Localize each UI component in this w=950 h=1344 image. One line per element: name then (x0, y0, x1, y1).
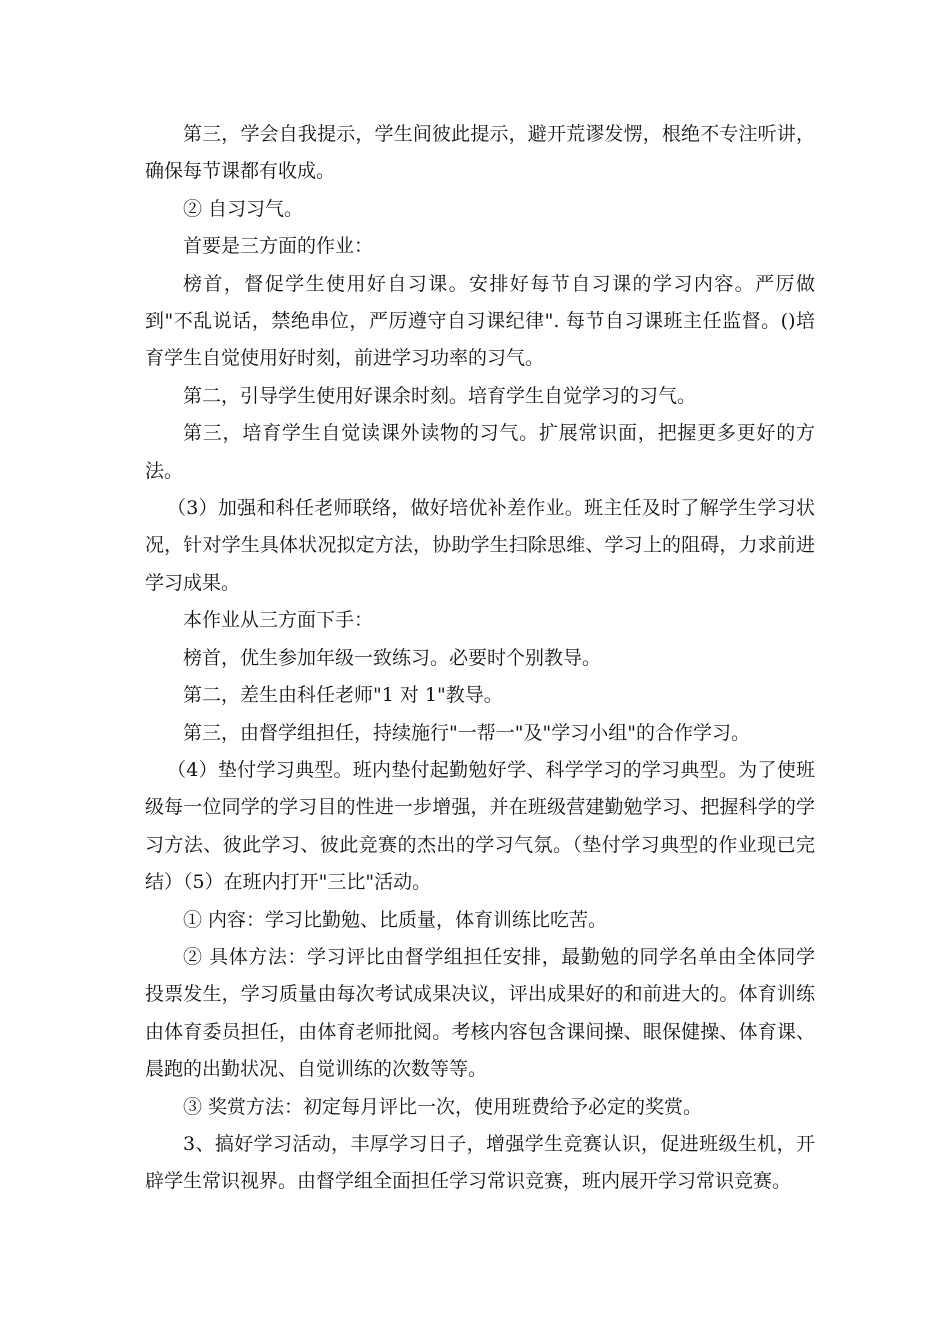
paragraph: ③ 奖赏方法：初定每月评比一次，使用班费给予必定的奖赏。 (183, 1095, 703, 1118)
document-body (145, 116, 815, 1201)
paragraph: 第三，学会自我提示，学生间彼此提示，避开荒谬发愣，根绝不专注听讲，确保每节课都有收成。 (145, 123, 815, 183)
paragraph: 榜首，督促学生使用好自习课。安排好每节自习课的学习内容。严厉做到"不乱说话，禁绝串位，严厉遵守自习课纪律". 每节自习课班主任监督。()培育学生自觉使用好时刻，前进学习功率的习气。 (145, 272, 815, 370)
paragraph: （4）垫付学习典型。班内垫付起勤勉好学、科学学习的学习典型。为了使班级每一位同学的学习目的性进一步增强，并在班级营建勤勉学习、把握科学的学习方法、彼此学习、彼此竞赛的杰出的学习气氛。（垫付学习典型的作业现已完结）（5）在班内打开"三比"活动。 (145, 758, 815, 894)
paragraph: 榜首，优生参加年级一致练习。必要时个别教导。 (183, 646, 602, 669)
paragraph: 首要是三方面的作业： (183, 235, 374, 258)
paragraph: ② 自习习气。 (183, 197, 304, 220)
paragraph: （3）加强和科任老师联络，做好培优补差作业。班主任及时了解学生学习状况，针对学生具体状况拟定方法，协助学生扫除思维、学习上的阻碍，力求前进学习成果。 (145, 497, 815, 594)
paragraph: 本作业从三方面下手： (183, 609, 374, 632)
paragraph: ② 具体方法：学习评比由督学组担任安排，最勤勉的同学名单由全体同学投票发生，学习质量由每次考试成果决议，评出成果好的和前进大的。体育训练由体育委员担任，由体育老师批阅。考核内容包含课间操、眼保健操、体育课、晨跑的出勤状况、自觉训练的次数等等。 (145, 945, 815, 1081)
paragraph: ① 内容：学习比勤勉、比质量，体育训练比吃苦。 (183, 908, 608, 931)
paragraph: 第三，培育学生自觉读课外读物的习气。扩展常识面，把握更多更好的方法。 (145, 422, 815, 482)
paragraph: 第三，由督学组担任，持续施行"一帮一"及"学习小组"的合作学习。 (183, 721, 750, 744)
paragraph: 3、搞好学习活动，丰厚学习日子，增强学生竞赛认识，促进班级生机，开辟学生常识视界。由督学组全面担任学习常识竞赛，班内展开学习常识竞赛。 (145, 1132, 815, 1193)
paragraph: 第二，引导学生使用好课余时刻。培育学生自觉学习的习气。 (183, 384, 697, 407)
paragraph: 第二，差生由科任老师"1 对 1"教导。 (183, 684, 503, 707)
